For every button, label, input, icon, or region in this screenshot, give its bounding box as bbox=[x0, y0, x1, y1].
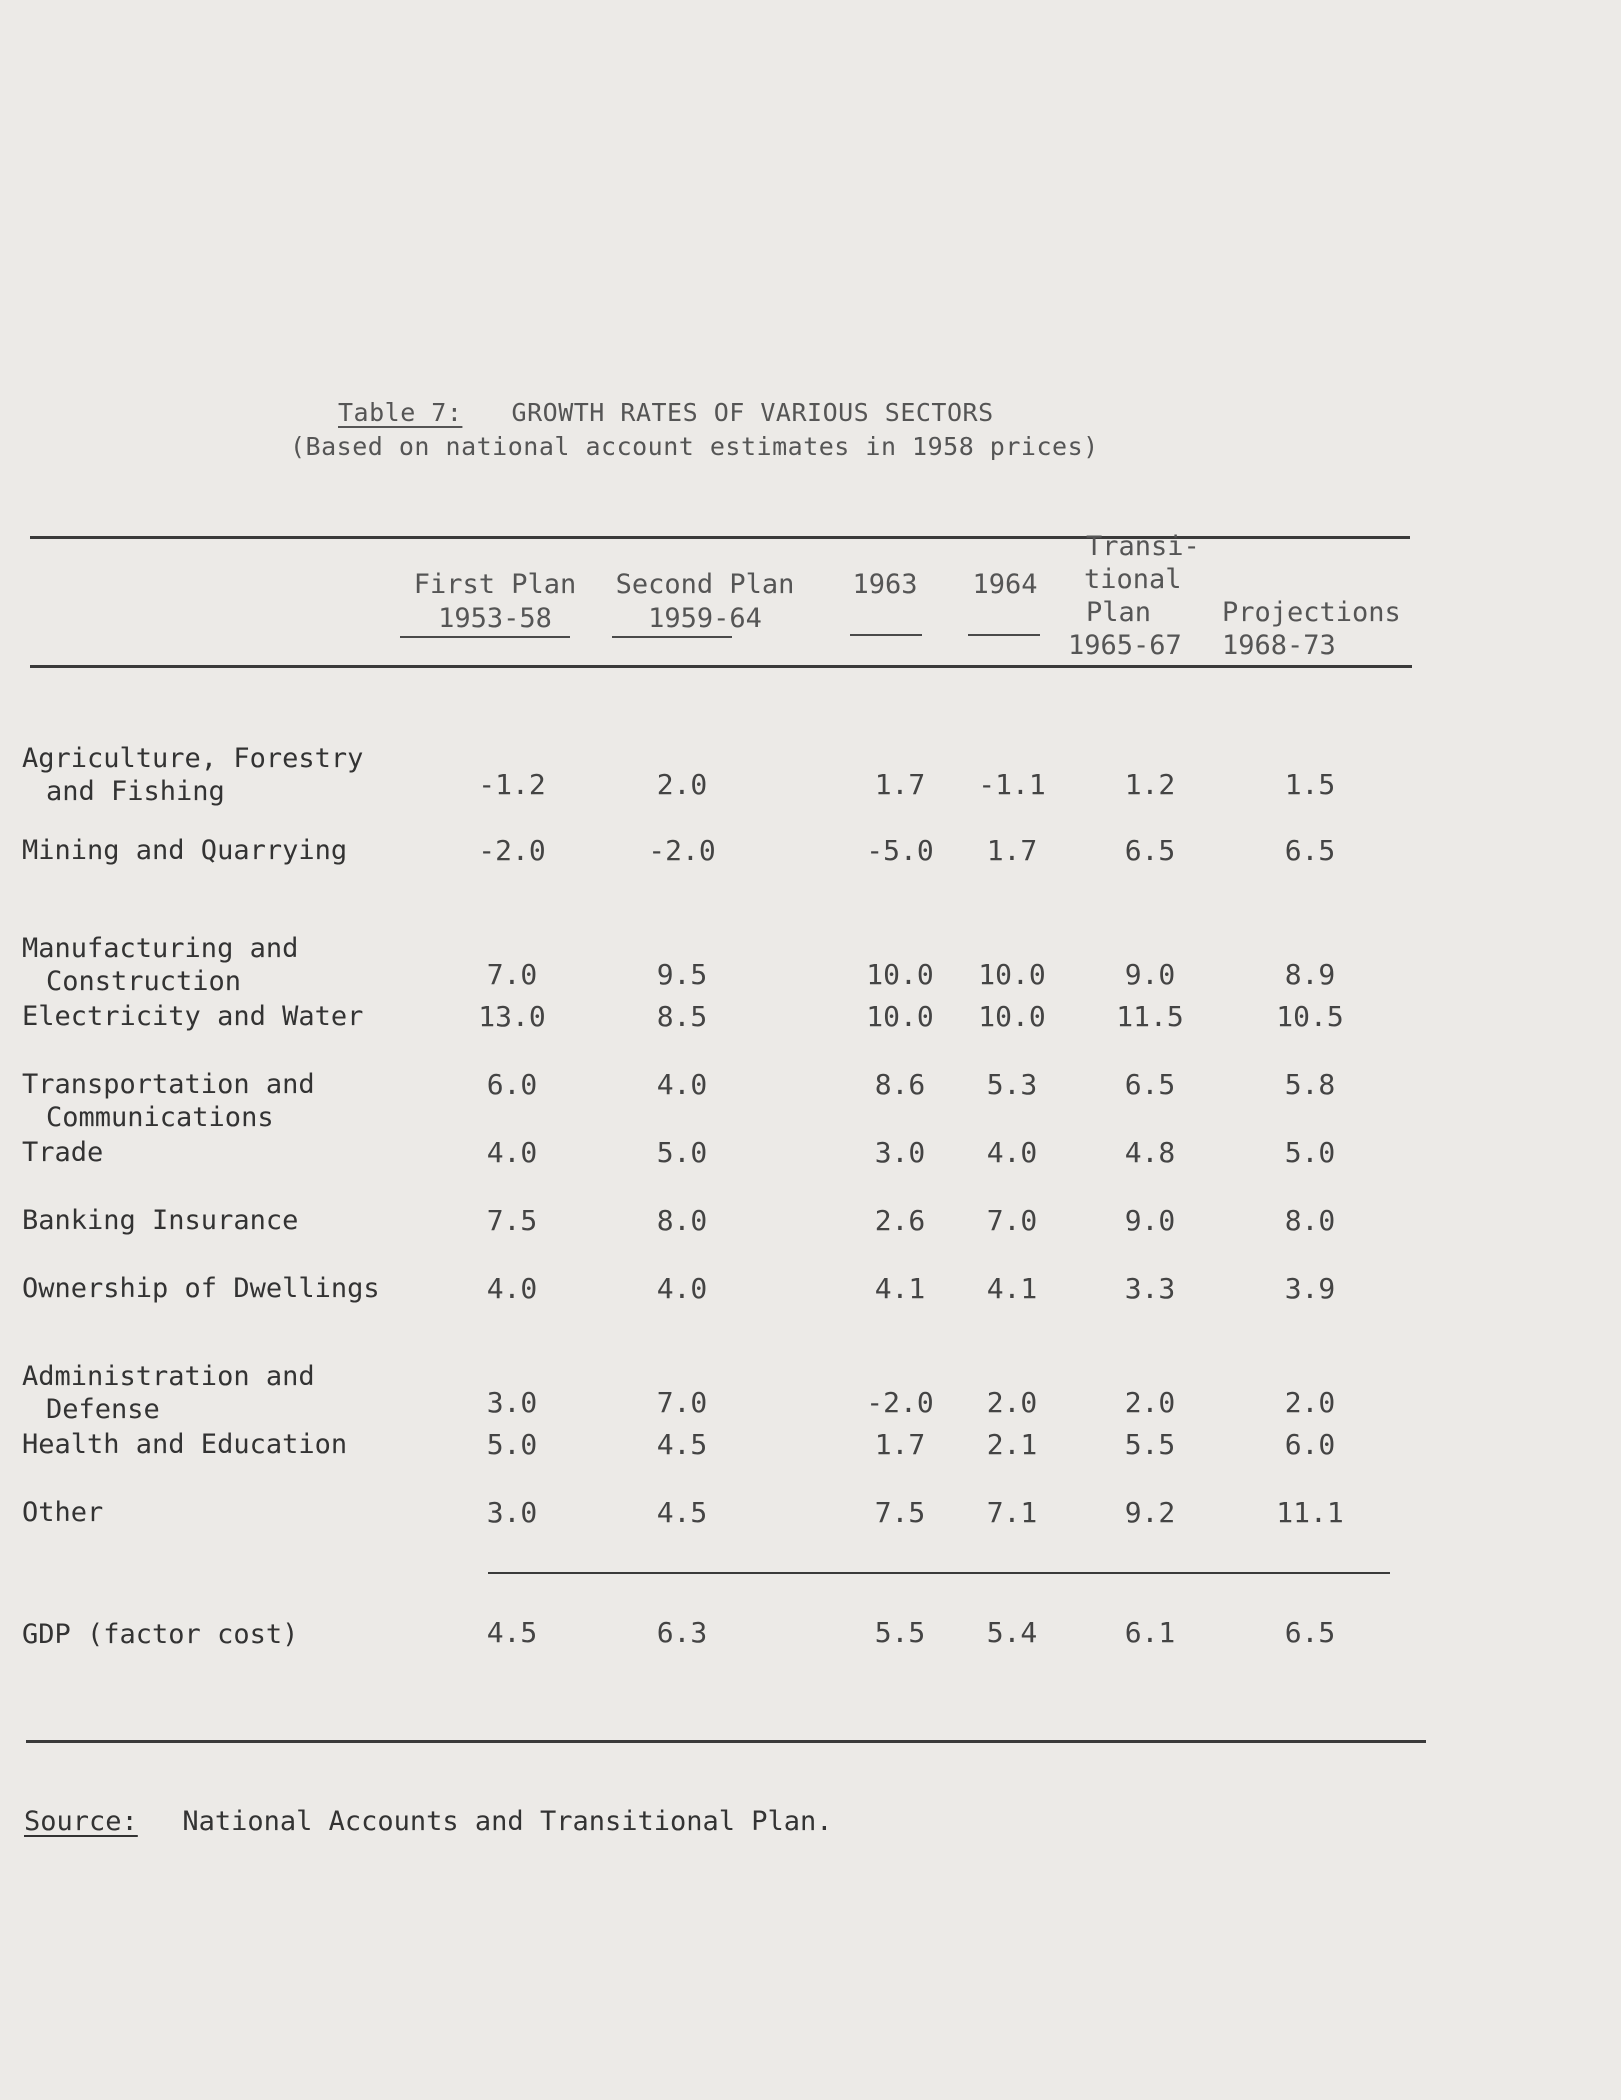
col-header-first-plan bbox=[395, 568, 595, 636]
table-cell: 6.5 bbox=[1124, 1068, 1176, 1101]
table-label: Table 7: bbox=[338, 398, 463, 427]
table-cell: 8.0 bbox=[1284, 1204, 1336, 1237]
table-cell: 5.0 bbox=[656, 1136, 708, 1169]
table-cell: 9.2 bbox=[1124, 1496, 1176, 1529]
col-header-line: 1964 bbox=[972, 569, 1038, 600]
row-label-line: Banking Insurance bbox=[22, 1205, 299, 1236]
table-cell: -1.2 bbox=[478, 768, 546, 801]
row-label bbox=[22, 1136, 103, 1169]
table-cell: -2.0 bbox=[478, 834, 546, 867]
table-cell: 6.0 bbox=[1284, 1428, 1336, 1461]
table-cell: 3.0 bbox=[486, 1386, 538, 1419]
total-cell: 6.3 bbox=[656, 1616, 708, 1649]
table-cell: 3.9 bbox=[1284, 1272, 1336, 1305]
table-cell: 2.0 bbox=[656, 768, 708, 801]
table-cell: 5.5 bbox=[1124, 1428, 1176, 1461]
col-header-underline bbox=[612, 636, 732, 638]
table-cell: 7.0 bbox=[486, 958, 538, 991]
total-cell: 6.1 bbox=[1124, 1616, 1176, 1649]
table-cell: 2.6 bbox=[874, 1204, 926, 1237]
header-rule bbox=[30, 665, 1412, 668]
table-cell: 11.5 bbox=[1116, 1000, 1184, 1033]
table-cell: 5.3 bbox=[986, 1068, 1038, 1101]
table-cell: 4.0 bbox=[486, 1272, 538, 1305]
col-header-second-plan bbox=[600, 568, 810, 636]
table-cell: 6.5 bbox=[1284, 834, 1336, 867]
table-cell: 7.5 bbox=[874, 1496, 926, 1529]
table-cell: 4.1 bbox=[874, 1272, 926, 1305]
table-cell: 1.7 bbox=[874, 1428, 926, 1461]
table-cell: 1.7 bbox=[874, 768, 926, 801]
table-cell: 4.0 bbox=[486, 1136, 538, 1169]
row-label bbox=[22, 1428, 347, 1461]
table-cell: -2.0 bbox=[648, 834, 716, 867]
table-subtitle: (Based on national account estimates in 1958 prices) bbox=[290, 432, 1099, 461]
col-header-line: 1965-67 bbox=[1068, 630, 1182, 661]
table-cell: 7.1 bbox=[986, 1496, 1038, 1529]
table-cell: 9.0 bbox=[1124, 1204, 1176, 1237]
col-header-1964 bbox=[960, 568, 1050, 602]
col-header-line: 1959-64 bbox=[648, 603, 762, 634]
total-label: GDP (factor cost) bbox=[22, 1619, 299, 1650]
table-cell: 4.5 bbox=[656, 1496, 708, 1529]
table-cell: 4.5 bbox=[656, 1428, 708, 1461]
row-label bbox=[22, 742, 363, 808]
table-cell: 2.0 bbox=[986, 1386, 1038, 1419]
table-cell: 10.5 bbox=[1276, 1000, 1344, 1033]
row-label-line: Defense bbox=[46, 1394, 160, 1425]
table-cell: 9.0 bbox=[1124, 958, 1176, 991]
col-header-underline bbox=[968, 634, 1040, 636]
table-cell: 2.0 bbox=[1124, 1386, 1176, 1419]
total-cell: 5.4 bbox=[986, 1616, 1038, 1649]
col-header-line: 1953-58 bbox=[438, 603, 552, 634]
table-cell: 2.0 bbox=[1284, 1386, 1336, 1419]
col-header-line: Plan bbox=[1086, 597, 1152, 628]
row-label bbox=[22, 1496, 103, 1529]
table-cell: 8.6 bbox=[874, 1068, 926, 1101]
table-cell: -2.0 bbox=[866, 1386, 934, 1419]
table-cell: 6.5 bbox=[1124, 834, 1176, 867]
row-label bbox=[22, 1204, 298, 1237]
row-label bbox=[22, 1068, 315, 1134]
table-cell: 3.0 bbox=[874, 1136, 926, 1169]
table-cell: 4.8 bbox=[1124, 1136, 1176, 1169]
col-header-line: Second Plan bbox=[615, 569, 795, 600]
table-cell: 5.8 bbox=[1284, 1068, 1336, 1101]
row-label-line: Electricity and Water bbox=[22, 1001, 364, 1032]
table-cell: 3.0 bbox=[486, 1496, 538, 1529]
table-cell: 11.1 bbox=[1276, 1496, 1344, 1529]
table-cell: 13.0 bbox=[478, 1000, 546, 1033]
table-cell: 8.5 bbox=[656, 1000, 708, 1033]
total-cell: 6.5 bbox=[1284, 1616, 1336, 1649]
table-cell: 10.0 bbox=[866, 958, 934, 991]
row-label-line: Health and Education bbox=[22, 1429, 348, 1460]
col-header-line: Transi- bbox=[1086, 531, 1200, 562]
table-cell: 9.5 bbox=[656, 958, 708, 991]
col-header-1963 bbox=[840, 568, 930, 602]
row-label-line: Agriculture, Forestry bbox=[22, 743, 364, 774]
row-label bbox=[22, 932, 298, 998]
source-note bbox=[24, 1806, 833, 1837]
row-label-line: and Fishing bbox=[46, 776, 225, 807]
source-text: National Accounts and Transitional Plan. bbox=[182, 1806, 833, 1837]
table-cell: -1.1 bbox=[978, 768, 1046, 801]
col-header-transitional bbox=[1068, 530, 1208, 662]
table-cell: 5.0 bbox=[486, 1428, 538, 1461]
table-cell: 3.3 bbox=[1124, 1272, 1176, 1305]
bottom-rule bbox=[26, 1740, 1426, 1743]
source-label: Source: bbox=[24, 1806, 138, 1837]
table-cell: 1.2 bbox=[1124, 768, 1176, 801]
col-header-projections bbox=[1222, 596, 1412, 662]
total-cell: 5.5 bbox=[874, 1616, 926, 1649]
table-cell: 4.1 bbox=[986, 1272, 1038, 1305]
table-cell: 4.0 bbox=[656, 1068, 708, 1101]
table-title-line bbox=[338, 398, 994, 427]
row-label bbox=[22, 834, 347, 867]
row-label-line: Transportation and bbox=[22, 1069, 315, 1100]
row-label-line: Administration and bbox=[22, 1361, 315, 1392]
row-label-line: Other bbox=[22, 1497, 104, 1528]
col-header-line: 1968-73 bbox=[1222, 630, 1336, 661]
col-header-underline bbox=[850, 634, 922, 636]
table-cell: 4.0 bbox=[986, 1136, 1038, 1169]
table-cell: 5.0 bbox=[1284, 1136, 1336, 1169]
table-cell: 10.0 bbox=[978, 958, 1046, 991]
total-rule bbox=[488, 1572, 1390, 1574]
col-header-line: 1963 bbox=[852, 569, 918, 600]
col-header-line: tional bbox=[1084, 564, 1182, 595]
table-cell: -5.0 bbox=[866, 834, 934, 867]
table-cell: 2.1 bbox=[986, 1428, 1038, 1461]
row-label bbox=[22, 1000, 363, 1033]
col-header-underline bbox=[400, 636, 570, 638]
table-cell: 6.0 bbox=[486, 1068, 538, 1101]
col-header-line: Projections bbox=[1222, 597, 1401, 628]
table-cell: 1.7 bbox=[986, 834, 1038, 867]
table-cell: 7.5 bbox=[486, 1204, 538, 1237]
table-cell: 7.0 bbox=[656, 1386, 708, 1419]
table-cell: 1.5 bbox=[1284, 768, 1336, 801]
table-cell: 10.0 bbox=[978, 1000, 1046, 1033]
row-label bbox=[22, 1360, 315, 1426]
table-cell: 10.0 bbox=[866, 1000, 934, 1033]
table-cell: 4.0 bbox=[656, 1272, 708, 1305]
row-label bbox=[22, 1272, 380, 1305]
total-cell: 4.5 bbox=[486, 1616, 538, 1649]
table-cell: 8.9 bbox=[1284, 958, 1336, 991]
row-label-line: Ownership of Dwellings bbox=[22, 1273, 380, 1304]
row-label-line: Mining and Quarrying bbox=[22, 835, 348, 866]
table-cell: 8.0 bbox=[656, 1204, 708, 1237]
row-label-line: Trade bbox=[22, 1137, 104, 1168]
row-label-line: Manufacturing and bbox=[22, 933, 299, 964]
row-label-line: Communications bbox=[46, 1102, 274, 1133]
row-label-line: Construction bbox=[46, 966, 242, 997]
table-title: GROWTH RATES OF VARIOUS SECTORS bbox=[511, 398, 994, 427]
table-cell: 7.0 bbox=[986, 1204, 1038, 1237]
col-header-line: First Plan bbox=[413, 569, 577, 600]
